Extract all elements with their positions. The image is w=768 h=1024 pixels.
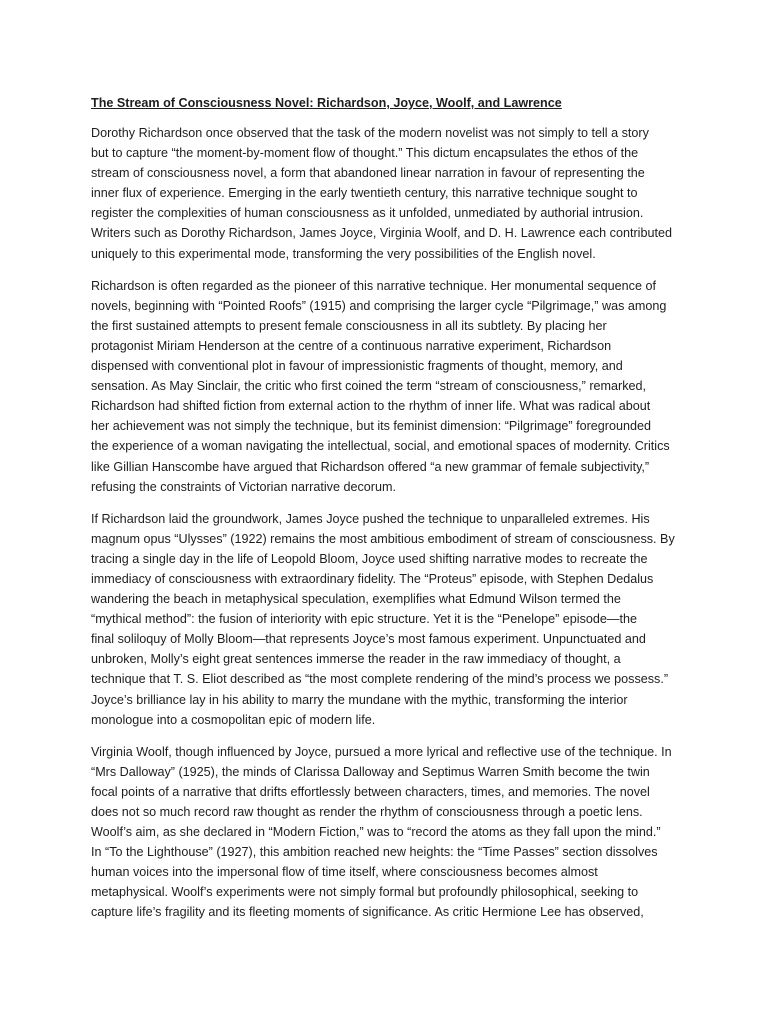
text-line: like Gillian Hanscombe have argued that Richardson offered “a new grammar of female subjectivity,” [91, 459, 650, 474]
text-line: “Mrs Dalloway” (1925), the minds of Clarissa Dalloway and Septimus Warren Smith become the twin [91, 764, 650, 779]
document-body [91, 93, 689, 935]
text-line: stream of consciousness novel, a form that abandoned linear narration in favour of representing the [91, 166, 645, 181]
text-line: monologue into a cosmopolitan epic of modern life. [91, 712, 376, 727]
text-line: Woolf’s aim, as she declared in “Modern Fiction,” was to “record the atoms as they fall upon the mind.” [91, 825, 661, 840]
text-line: the first sustained attempts to present female consciousness in all its subtlety. By placing her [91, 318, 607, 333]
body-paragraph [91, 742, 689, 923]
text-line: refusing the constraints of Victorian narrative decorum. [91, 479, 396, 494]
text-line: the experience of a woman navigating the intellectual, social, and emotional spaces of modernity. Critics [91, 439, 670, 454]
text-line: technique that T. S. Eliot described as “the most complete rendering of the mind’s process we possess.” [91, 672, 669, 687]
body-paragraph [91, 509, 689, 730]
body-paragraph [91, 123, 689, 264]
text-line: magnum opus “Ulysses” (1922) remains the most ambitious embodiment of stream of consciousness. By [91, 531, 675, 546]
text-line: Writers such as Dorothy Richardson, James Joyce, Virginia Woolf, and D. H. Lawrence each contributed [91, 226, 672, 241]
body-paragraph [91, 276, 689, 497]
text-line: sensation. As May Sinclair, the critic who first coined the term “stream of consciousness,” remarked, [91, 379, 647, 394]
paragraph-container [91, 123, 689, 923]
text-line: protagonist Miriam Henderson at the centre of a continuous narrative experiment, Richardson [91, 338, 612, 353]
text-line: Richardson had shifted fiction from external action to the rhythm of inner life. What was radical about [91, 399, 651, 414]
text-line: her achievement was not simply the technique, but its feminist dimension: “Pilgrimage” foregrounded [91, 419, 652, 434]
text-line: Joyce’s brilliance lay in his ability to marry the mundane with the mythic, transforming the interior [91, 692, 628, 707]
text-line: If Richardson laid the groundwork, James Joyce pushed the technique to unparalleled extremes. His [91, 511, 650, 526]
text-line: Dorothy Richardson once observed that the task of the modern novelist was not simply to tell a story [91, 126, 649, 140]
text-line: does not so much record raw thought as render the rhythm of consciousness through a poetic lens. [91, 805, 643, 819]
text-line: human voices into the impersonal flow of time itself, where consciousness becomes almost [91, 865, 598, 880]
text-line: focal points of a narrative that drifts effortlessly between characters, times, and memories. The novel [91, 784, 650, 799]
text-line: metaphysical. Woolf’s experiments were not simply formal but profoundly philosophical, seeking to [91, 885, 639, 900]
text-line: In “To the Lighthouse” (1927), this ambition reached new heights: the “Time Passes” section dissolves [91, 845, 658, 860]
text-line: tracing a single day in the life of Leopold Bloom, Joyce used shifting narrative modes to recreate the [91, 551, 648, 566]
text-line: Richardson is often regarded as the pioneer of this narrative technique. Her monumental sequence of [91, 278, 656, 293]
text-line: “mythical method”: the fusion of interiority with epic structure. Yet it is the “Penelope” episode—the [91, 612, 638, 627]
document-title: The Stream of Consciousness Novel: Richardson, Joyce, Woolf, and Lawrence [91, 96, 562, 110]
text-line: capture life’s fragility and its fleeting moments of significance. As critic Hermione Lee has observed, [91, 905, 644, 920]
text-line: dispensed with conventional plot in favour of impressionistic fragments of thought, memory, and [91, 359, 623, 374]
text-line: inner flux of experience. Emerging in the early twentieth century, this narrative technique sought to [91, 186, 638, 201]
text-line: novels, beginning with “Pointed Roofs” (1915) and comprising the larger cycle “Pilgrimage,” was among [91, 298, 667, 313]
text-line: wandering the beach in metaphysical speculation, exemplifies what Edmund Wilson termed the [91, 592, 621, 607]
text-line: final soliloquy of Molly Bloom—that represents Joyce’s most famous experiment. Unpunctuated and [91, 632, 646, 647]
text-line: unbroken, Molly’s eight great sentences immerse the reader in the raw immediacy of thought, a [91, 652, 621, 667]
text-line: but to capture “the moment-by-moment flow of thought.” This dictum encapsulates the ethos of the [91, 146, 639, 161]
text-line: uniquely to this experimental mode, transforming the very possibilities of the English novel. [91, 246, 596, 261]
text-line: register the complexities of human consciousness as it unfolded, unmediated by authorial intrusion. [91, 206, 644, 221]
text-line: immediacy of consciousness with extraordinary fidelity. The “Proteus” episode, with Stephen Dedalus [91, 571, 654, 586]
text-line: Virginia Woolf, though influenced by Joyce, pursued a more lyrical and reflective use of the technique. In [91, 744, 672, 759]
